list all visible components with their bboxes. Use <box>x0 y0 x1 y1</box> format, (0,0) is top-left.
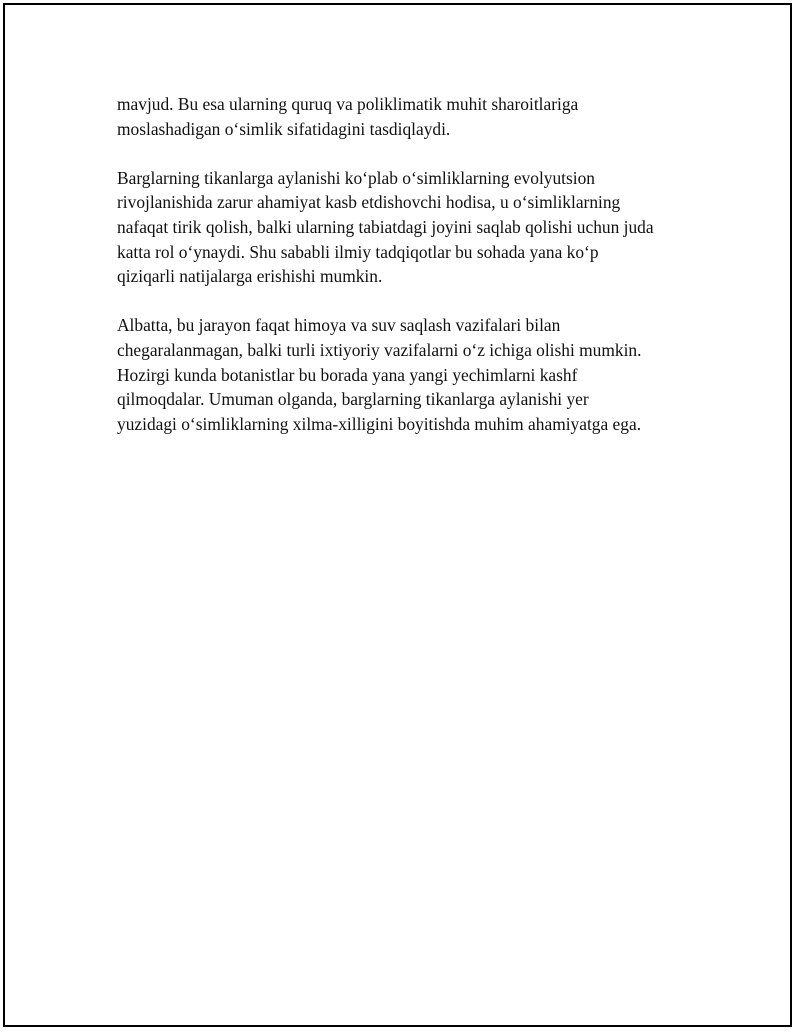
text-line: mavjud. Bu esa ularning quruq va poliklimatik muhit sharoitlariga <box>117 94 579 114</box>
text-line: Albatta, bu jarayon faqat himoya va suv saqlash vazifalari bilan <box>117 315 561 336</box>
text-line: Barglarning tikanlarga aylanishi ko‘plab o‘simliklarning evolyutsion <box>117 167 595 188</box>
text-line: chegaralanmagan, balki turli ixtiyoriy vazifalarni o‘z ichiga olishi mumkin. <box>117 339 642 360</box>
text-line: qilmoqdalar. Umuman olganda, barglarning tikanlarga aylanishi yer <box>117 389 589 410</box>
document-body <box>117 92 717 461</box>
text-line: rivojlanishida zarur ahamiyat kasb etdishovchi hodisa, u o‘simliklarning <box>117 192 621 213</box>
text-line: Hozirgi kunda botanistlar bu borada yana yangi yechimlarni kashf <box>117 364 578 385</box>
text-line: nafaqat tirik qolish, balki ularning tabiatdagi joyini saqlab qolishi uchun juda <box>117 216 654 237</box>
text-line: moslashadigan o‘simlik sifatidagini tasdiqlaydi. <box>117 118 451 139</box>
paragraph-1 <box>117 92 717 141</box>
text-line: yuzidagi o‘simliklarning xilma-xilligini boyitishda muhim ahamiyatga ega. <box>117 413 642 434</box>
paragraph-3 <box>117 313 717 436</box>
text-line: qiziqarli natijalarga erishishi mumkin. <box>117 266 383 287</box>
text-line: katta rol o‘ynaydi. Shu sababli ilmiy tadqiqotlar bu sohada yana ko‘p <box>117 241 599 262</box>
paragraph-2 <box>117 166 717 289</box>
